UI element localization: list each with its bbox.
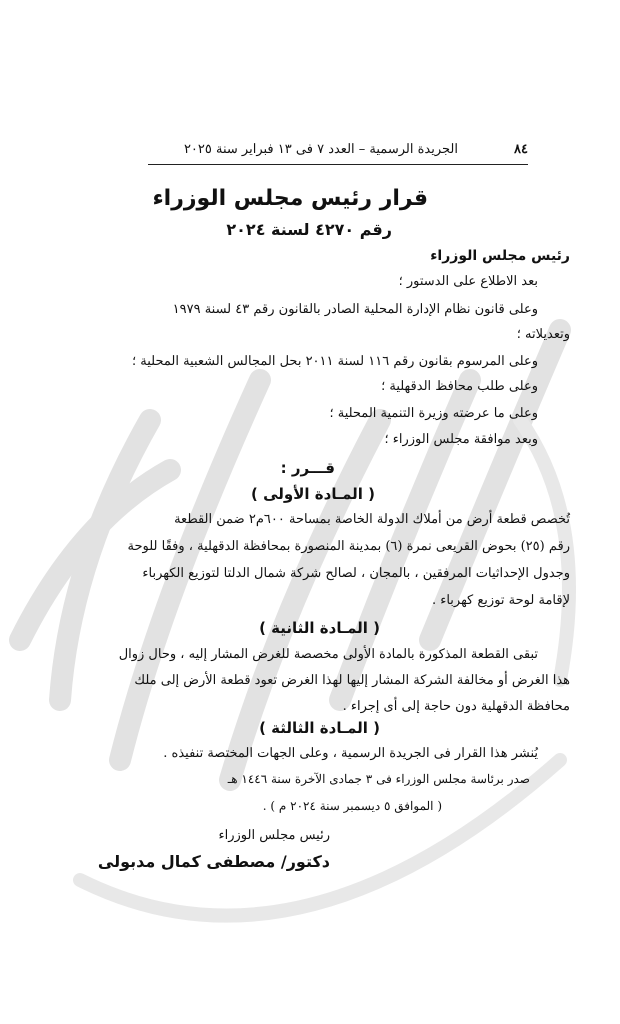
page-number: ٨٤ [514,142,528,157]
article-1-line: تُخصص قطعة أرض من أملاك الدولة الخاصة بمساحة ٦٠٠م٢ ضمن القطعة [174,512,570,527]
preamble-line: وعلى المرسوم بقانون رقم ١١٦ لسنة ٢٠١١ بحل المجالس الشعبية المحلية ؛ [132,354,538,369]
article-1-line: وجدول الإحداثيات المرفقين ، بالمجان ، لصالح شركة شمال الدلتا لتوزيع الكهرباء [142,566,570,581]
page-header [148,140,528,165]
gregorian-date-line: ( الموافق ٥ ديسمبر سنة ٢٠٢٤ م ) . [262,799,442,813]
article-2-heading: ( المـادة الثانية ) [259,619,380,637]
preamble-line: وعلى ما عرضته وزيرة التنمية المحلية ؛ [329,406,538,421]
article-3-line: يُنشر هذا القرار فى الجريدة الرسمية ، وعلى الجهات المختصة تنفيذه . [163,746,538,761]
preamble-line: بعد الاطلاع على الدستور ؛ [398,274,538,289]
article-1-heading: ( المـادة الأولى ) [251,485,375,503]
article-3-heading: ( المـادة الثالثة ) [259,719,380,737]
gazette-issue-line: الجريدة الرسمية – العدد ٧ فى ١٣ فبراير سنة ٢٠٢٥ [183,142,458,157]
signatory-name: دكتور/ مصطفى كمال مدبولى [97,852,330,871]
article-2-line: هذا الغرض أو مخالفة الشركة المشار إليها لهذا الغرض تعود قطعة الأرض إلى ملك [134,673,570,688]
decree-title: قرار رئيس مجلس الوزراء [152,186,428,211]
preamble-line: وتعديلاته ؛ [516,327,570,342]
decided-heading: قـــرر : [280,459,335,477]
article-1-line: رقم (٢٥) بحوض القريعى نمرة (٦) بمدينة المنصورة بمحافظة الدقهلية ، وفقًا للوحة [127,539,570,554]
decree-number: رقم ٤٢٧٠ لسنة ٢٠٢٤ [226,220,392,239]
article-2-line: محافظة الدقهلية دون حاجة إلى أى إجراء . [342,699,570,714]
signatory-title: رئيس مجلس الوزراء [218,828,330,843]
issuer-heading: رئيس مجلس الوزراء [430,248,570,264]
issued-date-line: صدر برئاسة مجلس الوزراء فى ٣ جمادى الآخرة سنة ١٤٤٦ هـ [227,772,530,786]
article-2-line: تبقى القطعة المذكورة بالمادة الأولى مخصصة للغرض المشار إليه ، وحال زوال [118,647,538,662]
preamble-line: وعلى طلب محافظ الدقهلية ؛ [381,379,538,394]
article-1-line: لإقامة لوحة توزيع كهرباء . [431,593,570,608]
preamble-line: وعلى قانون نظام الإدارة المحلية الصادر بالقانون رقم ٤٣ لسنة ١٩٧٩ [172,302,538,317]
preamble-line: وبعد موافقة مجلس الوزراء ؛ [384,432,538,447]
